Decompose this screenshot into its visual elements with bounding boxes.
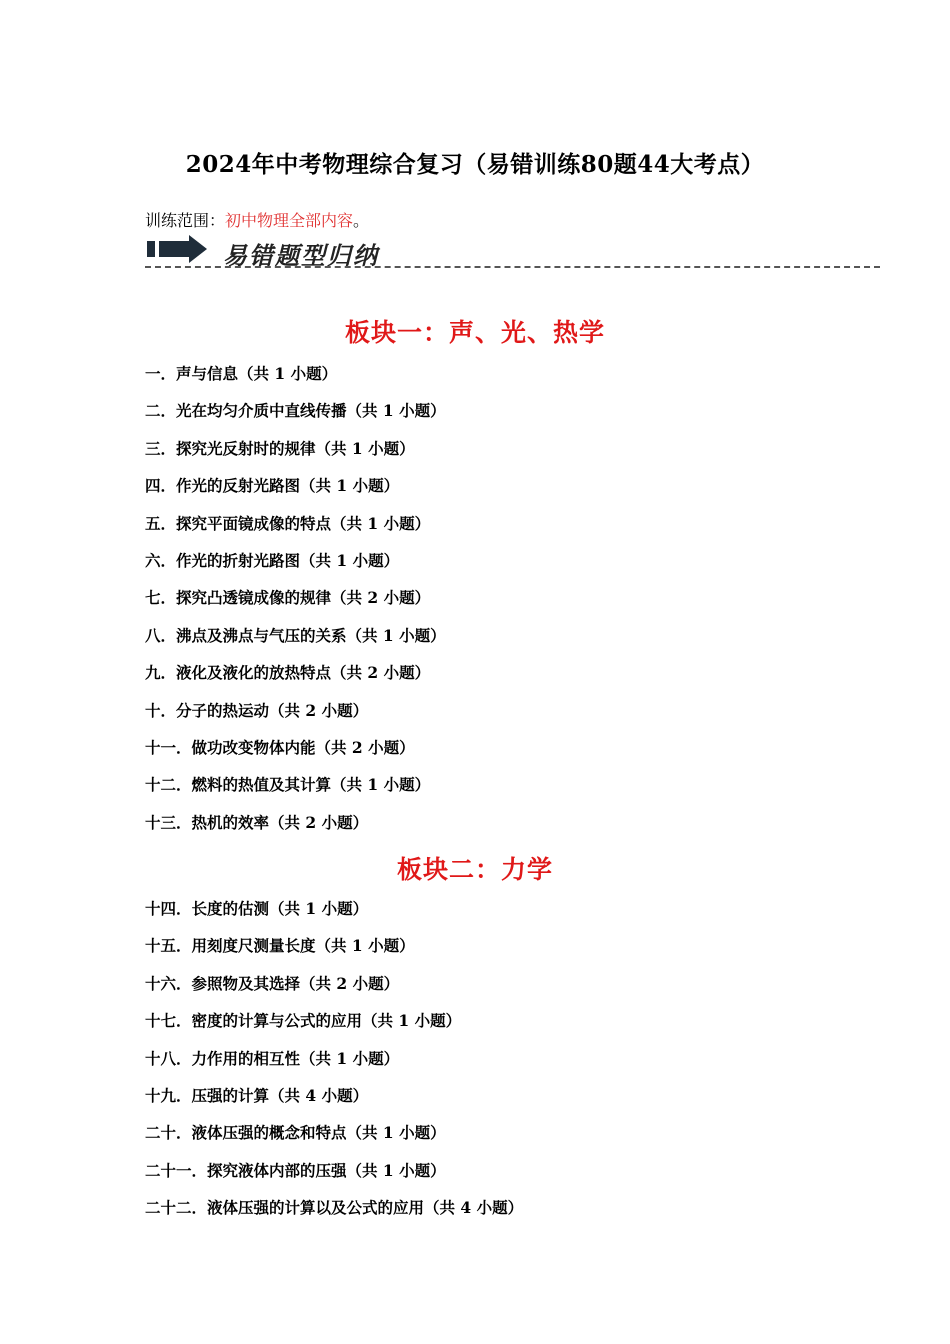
list-item: 三．探究光反射时的规律（共 1 小题） <box>145 438 415 458</box>
list-item: 十七．密度的计算与公式的应用（共 1 小题） <box>145 1011 462 1031</box>
list-item: 六．作光的折射光路图（共 1 小题） <box>145 550 400 570</box>
list-item: 二十．液体压强的概念和特点（共 1 小题） <box>145 1123 446 1143</box>
list-item: 十四．长度的估测（共 1 小题） <box>145 899 369 918</box>
section-heading-1: 板块一：声、光、热学 <box>344 318 605 347</box>
list-item: 一．声与信息（共 1 小题） <box>145 364 338 383</box>
list-item: 二．光在均匀介质中直线传播（共 1 小题） <box>145 401 446 421</box>
banner-divider <box>145 266 880 268</box>
arrow-right-icon <box>145 234 215 264</box>
list-item: 十二．燃料的热值及其计算（共 1 小题） <box>145 775 431 795</box>
scope-value: 初中物理全部内容 <box>225 211 354 230</box>
list-item: 十九．压强的计算（共 4 小题） <box>145 1085 369 1105</box>
list-item: 十六．参照物及其选择（共 2 小题） <box>145 973 400 993</box>
list-item: 七．探究凸透镜成像的规律（共 2 小题） <box>145 588 431 608</box>
list-item: 十三．热机的效率（共 2 小题） <box>145 812 369 832</box>
list-item: 十一．做功改变物体内能（共 2 小题） <box>145 737 415 757</box>
list-item: 二十一．探究液体内部的压强（共 1 小题） <box>145 1160 446 1180</box>
list-item: 十八．力作用的相互性（共 1 小题） <box>145 1048 400 1068</box>
scope-label: 训练范围： <box>145 211 226 230</box>
list-item: 八．沸点及沸点与气压的关系（共 1 小题） <box>145 625 446 645</box>
list-item: 十五．用刻度尺测量长度（共 1 小题） <box>145 936 415 956</box>
list-item: 四．作光的反射光路图（共 1 小题） <box>145 476 400 496</box>
list-item: 五．探究平面镜成像的特点（共 1 小题） <box>145 513 431 533</box>
section-banner <box>145 234 880 274</box>
list-item: 二十二．液体压强的计算以及公式的应用（共 4 小题） <box>145 1198 524 1218</box>
topic-list-2 <box>145 898 523 1235</box>
list-item: 九．液化及液化的放热特点（共 2 小题） <box>145 663 431 683</box>
scope-tail: 。 <box>353 211 370 230</box>
page-title: 2024年中考物理综合复习（易错训练80题44大考点） <box>185 151 765 178</box>
training-scope <box>145 208 369 231</box>
list-item: 十．分子的热运动（共 2 小题） <box>145 700 369 720</box>
section-heading-2: 板块二：力学 <box>396 855 553 884</box>
topic-list-1 <box>145 363 446 849</box>
banner-title: 易错题型归纳 <box>223 242 379 270</box>
